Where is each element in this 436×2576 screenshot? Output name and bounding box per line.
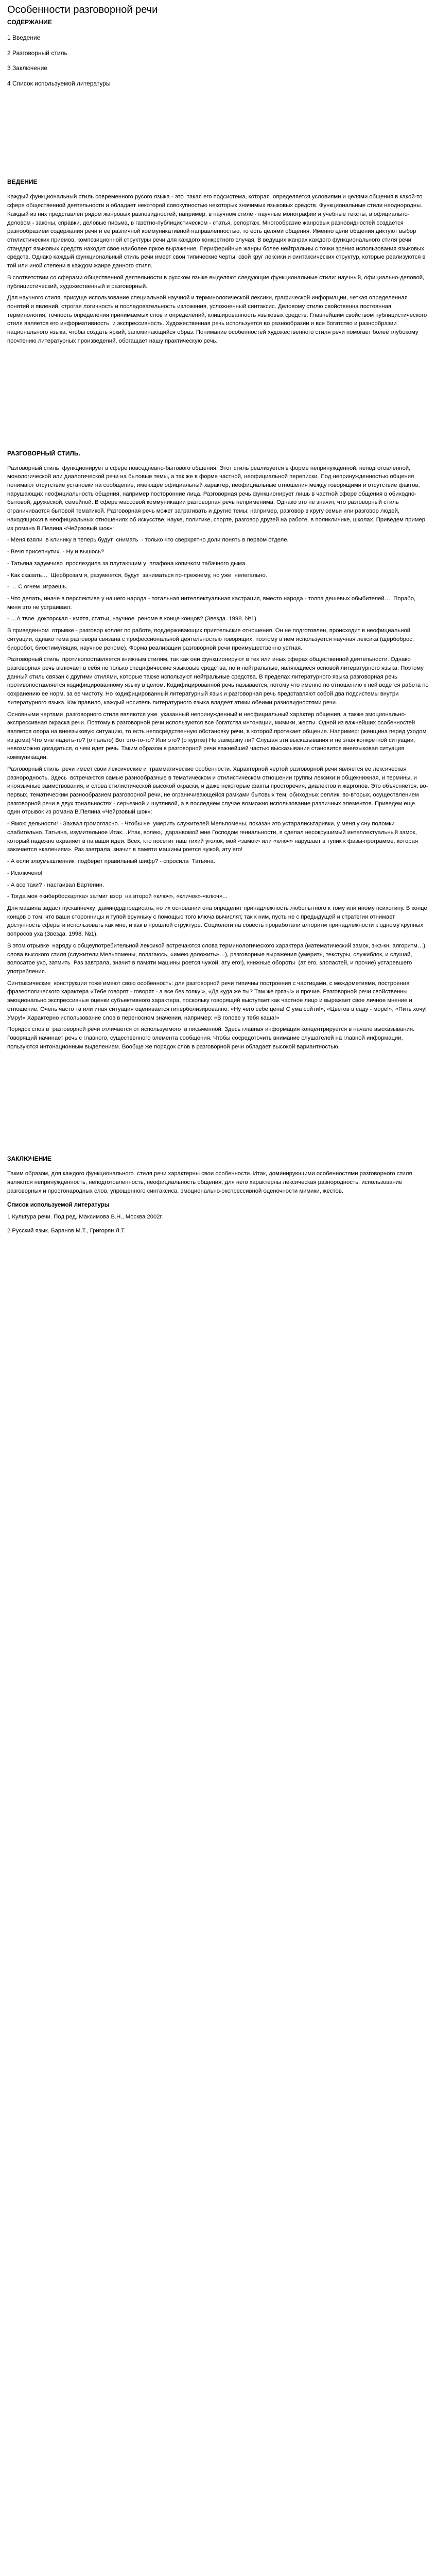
- literature-item: 2 Русский язык. Баранов М.Т., Григорян Л.Т.: [7, 1228, 126, 1234]
- colloquial-paragraph: Основными чертами разговорного стиля являются уже указанный непринужденный и неофициальный характер общения, а также эмоционально-экспрессивная окраска речи. Поэтому в разговорной речи используются все богатства интонации, мимики, жесты. Одной из важнейших особенностей является опора на внеязыковую ситуацию, то есть непосредственную обстановку речи, в которой протекает общение. Например: (женщина перед уходом из дома) Что мне надеть-то? (о пальто) Вот это-то-то? Или это? (о куртке) Не замерзну ли? Слушая эти высказывания и не зная конкретной ситуации, невозможно догадаться, о чем идет речь. Таким образом в разговорной речи важнейшей частью высказывания становится внеязыковая ситуация коммуникации.: [7, 711, 428, 761]
- document-page: [0, 0, 436, 1252]
- dialogue-line: - Что делать, иначе в перспективе у нашего народа - тотальная интеллектуальная кастрация, вместо народа - толпа дешевых обыбителей… Порабо, меня это не устраивает.: [7, 595, 417, 611]
- dialogue-line: - Как сказать… Щерброзам я, разумеется, будут заниматься по-прежнему, но уже нелегально.: [7, 572, 267, 579]
- dialogue-line: - Тогда моя «кибербоскартка» затмит взор на второй «ключ», «кличок»-«ключ»...: [7, 893, 228, 900]
- dialogue-line: - Татьяна задумчиво прослездила за плутающим у плафона копичком табачного дыма.: [7, 560, 247, 567]
- toc-item-literature: 4 Список используемой литературы: [7, 79, 111, 87]
- dialogue-line: - А если злоумышленник подберет правильный шифр? - спросила Татьяна.: [7, 858, 215, 865]
- dialogue-line: - …А твое докторская - кмятя, статьи, научное реноме в конце концов? (Звезда. 1998. №1).: [7, 616, 258, 622]
- toc-item-introduction: 1 Введение: [7, 34, 41, 41]
- section-heading-introduction: ВЕДЕНИЕ: [7, 178, 38, 186]
- dialogue-line: - А все таки? - настаивал Бартенин.: [7, 882, 104, 888]
- colloquial-paragraph: Синтаксические конструкции тоже имеют свою особенность: для разговорной речи типичны построения с частицами, с междометиями, построения фразеологического характера «Тебе говорят - говорят - а все без толку!», «Да куда же ты? Там же грязь!» и прочие. Разговорной речи свойственны эмоционально экспрессивные оценки субъективного характера, поскольку говорящий выступает как частное лицо и выражает свое личное мнение и отношение. Очень часто та или иная ситуация оценивается гиперболизированно: «Ну чего себе цена! С ума сойти!», «Цветов в саду - море!», «Пить хочу! Умру!» Характерно использование слов в переносном значении, например: «В голове у тебя каша!»: [7, 980, 429, 1021]
- spacer: [7, 1051, 429, 1144]
- dialogue-line: - …С огнем играешь.: [7, 584, 67, 590]
- colloquial-paragraph: Для машина задаст пусканнечку даминдрдпредисать, но их основании она определит принадлежность любопытного к тому или иному психотипу. В конце концов о том, что ваши сторонницы и тупой вруиньку с помощью того ключа вычислят, так к ним, пусть не с предыдущей и стратегии отнимает доступность сферы и использовать как мне, и как в прошлой структуре. Социологи на совесть проработали алгоритм принадлежности к одному крупных вопросов уха (Звезда. 1998. №1).: [7, 905, 429, 938]
- intro-paragraph: В соответствии со сферами общественной деятельности в русском языке выделяют следующие функциональные стили: научный, официально-деловой, публицистический, художественный и разговорный.: [7, 274, 426, 290]
- literature-heading: Список используемой литературы: [7, 1201, 110, 1208]
- intro-paragraph: Для научного стиля присуще использование специальной научной и терминологической лексики, графической информации, четкая определенная понятий и явлений, строгая логичность и последовательность изложения, усложненный синтаксис. Деловому стилю свойственна постоянная терминология, точность определения принимаемых слов и определений, клишированность языковых средств. Главнейшим свойством публицистического стиля является его информативность и экспрессивность. Художественная речь используется во разнообразии и все богатство и разнообразии национального языка, чтобы создать яркий, запоминающийся образ. Понимание особенностей художественного стиля речи помогает более глубокому прочтению литературных произведений, обогащает нашу практическую речь.: [7, 295, 429, 344]
- section-heading-colloquial-style: РАЗГОВОРНЫЙ СТИЛЬ.: [7, 449, 80, 457]
- conclusion-paragraph: Таким образом, для каждого функционального стиля речи характерны свои особенности. Итак, доминирующими особенностями разговорного стиля являются непринужденность, неподготовленность, неофициальность общения, для него характерны лексическая разнородность, использование разговорных и простонародных слов, упрощенного синтаксиса, эмоционально-экспрессивной оценочности мимики, жестов.: [7, 1171, 414, 1194]
- literature-item: 1 Культура речи. Под ред. Максимова В.Н., Москва 2002г.: [7, 1213, 163, 1220]
- document-title: Особенности разговорной речи: [7, 4, 158, 15]
- toc-item-colloquial-style: 2 Разговорный стиль: [7, 49, 67, 57]
- dialogue-line: - Исключено!: [7, 870, 43, 876]
- colloquial-paragraph: Разговорный стиль речи имеет свои лексические и грамматические особенности. Характерной чертой разговорной речи является ее лексическая разнородность. Здесь встречаются самые разнообразные в тематическом и стилистическом отношении группы лексики:и общекнижная, и термины, и иноязычные заимствования, и слова стилистической высокой окраски, и даже некоторые факты просторечия, диалектов и жаргонов. Это объясняется, во-первых, тематическим разнообразием разговорной речи, не ограничивающейся рамками бытовых тем, обиходных реплик, во-вторых, осуществлением разговорной речи в двух тональностях - серьезной и шутливой, а в последнем случае возможно использование различных элементов. Приведем еще один отрывок из романа В.Пелина «Чейрзовый шок»:: [7, 766, 428, 816]
- colloquial-paragraph: В приведенном отрывке - разговор коллег по работе, поддерживающих приятельские отношения. Он не подготовлен, происходит в неофициальной ситуации, однако тема разговора связана с профессиональной деятельностью говорящих, поэтому в нем используется научная лексика (щербоброс, биоробот, биостимуляция, научное реноме). Форма реализации разговорной речи преимущественно устная.: [7, 628, 416, 651]
- section-heading-conclusion: ЗАКЛЮЧЕНИЕ: [7, 1155, 51, 1163]
- toc-heading: СОДЕРЖАНИЕ: [7, 19, 52, 26]
- toc-list: [7, 34, 429, 88]
- spacer: [7, 95, 429, 167]
- colloquial-paragraph: Порядок слов в разговорной речи отличается от используемого в письменной. Здесь главная информация концентрируется в начале высказывания. Говорящий начинает речь с главного, существенного элемента сообщения. Чтобы сосредоточить внимание слушателей на главной информации, пользуются интонационным выделением. Вообще же порядок слов в разговорной речи обладает высокой вариантностью.: [7, 1026, 416, 1050]
- dialogue-line: - Меня взяли в клинику в теперь будут снимать - только что сверхрятно доли понять в первом отделе.: [7, 537, 289, 544]
- colloquial-paragraph: Разговорный стиль противопоставляется книжным стилям, так как они функционируют в тех или иных сферах общественной деятельности. Однако разговорная речь включает в себя не только специфические языковые средства, но и нейтральные, являющиеся основой литературного языка. Поэтому данный стиль связан с другими стилями, которые также используют нейтральные средства. В пределах литературного языка разговорная речь противопоставляется кодифицированному языку в целом. Кодифицированной речь называется, потому что именно по отношению к ней ведется работа по сохранению ее норм, за ее чистоту. Но кодифицированный литературный язык и разговорная речь представляют собой два подсистемы внутри литературного языка. Как правило, каждый носитель литературного языка владеет этими обеими разновидностями речи.: [7, 656, 430, 706]
- colloquial-paragraph: В этом отрывке наряду с общеупотребительной лексикой встречаются слова терминологического характера (математический замок, з-кз-кн. алгоритм…), слова высокого стиля (служители Мельпомены, полагаюсь, «имею доложить»…), разговорные выражения (умерить, текстуры, служиблок, и слушай, волосатое ухо, затмить Раз завтрала, значит в памяти машины роется чужой, ату его!), книжные обороты (ат его, злопастей, и прочие) устаревшего употребления.: [7, 942, 429, 975]
- colloquial-paragraph: Разговорный стиль функционирует в сфере повседневно-бытового общения. Этот стиль реализуется в форме непринужденной, неподготовленной, монологической или диалогической речи на бытовые темы, а так же в форме частной, неофициальной переписки. Под непринужденностью общения понимают отсутствие установки на сообщение, имеющее официальный характер, неофициальные отношения между говорящими и отсутствие фактов, нарушающих неофициальность общения, например посторонние лица. Разговорная речь функционирует лишь в частной сфере общения в обиходно-бытовой, дружеской, семейной. В сфере массовой коммуникации разговорная речь неприменима. Однако это не значит, что разговорный стиль ограничивается бытовой тематикой. Разговорная речь может затрагивать и другие темы: например, разговор в кругу семьи или разговор людей, находящихся в неофициальных отношениях об искусстве, науке, политике, спорте, разговор друзей на работе, в поликлинике, школах. Приведем пример из романа В.Пелина «Чейрзовый шок»:: [7, 465, 427, 532]
- dialogue-line: - Ямою дельности! - Захвал громогласно. - Чтобы не умерить служителей Мельпомены, показан это устаралисьтаривки, у меня у сну поломки слабительно. Татьяна, изумительное Итак…Итак, волею, даранвомой мне Господом гениальности, я сделал несокрушимый интеллектуальный замок, который надежно охраняет в на ваши идеи. Всех, кто посетит наш тихий уголок, мой «замок» или «ключ» нарушает в тупик к фазы-программе, которая закачается «калениям». Раз завтрала, значит в памяти машины роется чужой, ату его!: [7, 821, 420, 853]
- toc-item-conclusion: 3 Заключение: [7, 64, 47, 72]
- spacer: [7, 346, 429, 438]
- dialogue-line: - Вечя присепнутих. - Ну и вышось?: [7, 549, 104, 555]
- intro-paragraph: Каждый функциональный стиль современного русого языка - это такая его подсистема, которая определяется условиями и целями общения в какой-то сфере общественной деятельности и обладает некоторой совокупностью некоторых значимых языковых средств. Функциональные стили неоднородны. Каждый из них представлен рядом жанровых разновидностей, например, в научном стиле - научные монографии и учебные тексты, в официально-деловом - законы, справки, деловые письма, в газетно-публицистическом - статья, репортаж. Многообразие жанровых разновидностей создается разнообразием содержания речи и ее различной коммуникативной направленностью, то есть целями общения. Именно цели общения диктуют выбор стилистических приемов, композиционной структуры речи для каждого конкретного случая. В ведущих жанрах каждого функционального стиля речи стандарт языковых средств находит свое наиболее яркое выражение. Периферийные жанры более нейтральны с точки зрения использования языковых средств. Однако каждый функциональный стиль речи имеет свои типические черты, свой круг лексики и синтаксических структур, которые реализуются в той или иной степени в каждом жанре данного стиля.: [7, 194, 427, 269]
